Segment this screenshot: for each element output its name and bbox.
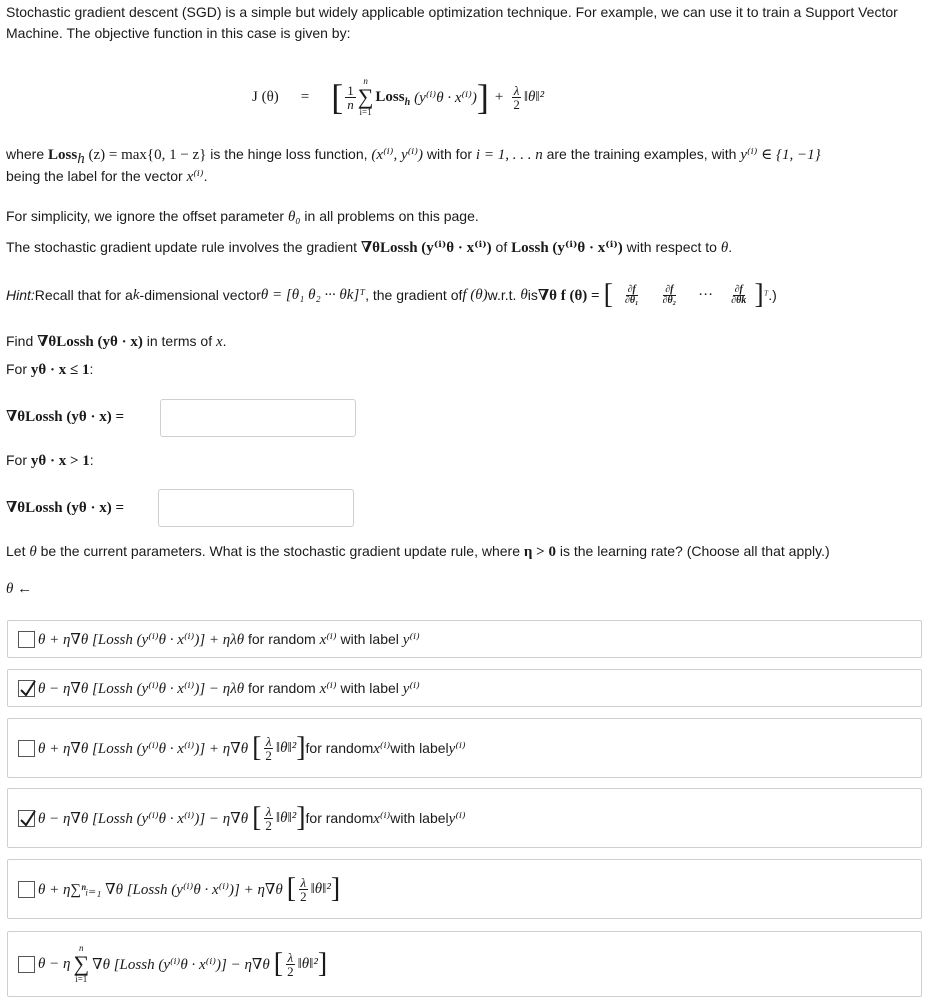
objective-equation	[252, 72, 544, 122]
case-2-condition: For yθ · x > 1:	[6, 452, 94, 469]
option-5[interactable]: θ + η∑ⁿᵢ₌₁ ∇θ [Lossh (y⁽ⁱ⁾θ · x⁽ⁱ⁾)] + η∇θ [ $\frac{\lambda}{2}$ ‖θ‖² ]	[7, 859, 922, 919]
simplicity-note: For simplicity, we ignore the offset parameter θ₀ in all problems on this page.	[6, 208, 479, 225]
option-5-checkbox[interactable]	[18, 881, 35, 898]
intro-paragraph	[6, 2, 915, 44]
option-4-checkbox[interactable]	[18, 810, 35, 827]
hint-label: Hint:	[6, 287, 35, 303]
plus-sign: +	[494, 88, 504, 105]
hinge-loss-definition: where Loss$_h$ (z) = max{0, 1 − z} is the hinge loss function, (x⁽ⁱ⁾, y⁽ⁱ⁾) with for i = 1, . . . n are the training examples, with y⁽ⁱ⁾ ∈ {1, −1} being the label for the vector x⁽ⁱ⁾.	[6, 146, 821, 185]
lambda-over-2: $\frac{\lambda}{2}$	[513, 82, 520, 112]
update-rule-question: Let θ be the current parameters. What is the stochastic gradient update rule, where η > 0 is the learning rate? (Choose all that apply.)	[6, 543, 830, 560]
left-bracket: [	[331, 77, 344, 117]
option-6-checkbox[interactable]	[18, 956, 35, 973]
option-4[interactable]: θ − η∇θ [Lossh (y⁽ⁱ⁾θ · x⁽ⁱ⁾)] − η∇θ [ $\frac{\lambda}{2}$ ‖θ‖² ] for random x⁽ⁱ⁾ with label y⁽ⁱ⁾	[7, 788, 922, 848]
option-2[interactable]: θ − η∇θ [Lossh (y⁽ⁱ⁾θ · x⁽ⁱ⁾)] − ηλθ for random x⁽ⁱ⁾ with label y⁽ⁱ⁾	[7, 669, 922, 707]
right-bracket: ]	[476, 77, 489, 117]
find-gradient-prompt: Find ∇θLossh (yθ · x) in terms of x.	[6, 333, 227, 350]
one-over-n: $\frac{1}{n}$	[347, 82, 354, 112]
answer-2-label: ∇θLossh (yθ · x) =	[6, 500, 125, 516]
loss-arg: (y⁽ⁱ⁾θ · x⁽ⁱ⁾)	[414, 89, 477, 106]
check-icon	[18, 808, 38, 830]
intro-line-1: Stochastic gradient descent (SGD) is a simple but widely applicable optimization technique. For example, we can use it to train a Support Vector	[6, 4, 898, 20]
update-rule-sentence: The stochastic gradient update rule involves the gradient ∇θLossh (y⁽ⁱ⁾θ · x⁽ⁱ⁾) of Lossh (y⁽ⁱ⁾θ · x⁽ⁱ⁾) with respect to θ.	[6, 239, 733, 256]
check-icon	[18, 678, 38, 700]
answer-1-label: ∇θLossh (yθ · x) =	[6, 409, 125, 425]
option-2-checkbox[interactable]	[18, 680, 35, 697]
case-1-condition: For yθ · x ≤ 1:	[6, 361, 94, 378]
loss-term: Loss$_h$	[375, 88, 411, 108]
answer-2-input[interactable]	[158, 489, 354, 527]
summation: n ∑ i=1	[357, 76, 374, 117]
option-1-checkbox[interactable]	[18, 631, 35, 648]
theta-assign: θ ←	[6, 581, 33, 597]
intro-line-2: Machine. The objective function in this case is given by:	[6, 25, 351, 41]
objective-equals: =	[300, 88, 310, 105]
option-6[interactable]: θ − η n ∑ i=1 ∇θ [Lossh (y⁽ⁱ⁾θ · x⁽ⁱ⁾)] − η∇θ [ $\frac{\lambda}{2}$ ‖θ‖² ]	[7, 931, 922, 997]
hint-line: Hint: Recall that for a k -dimensional vector θ = [θ₁ θ₂ ··· θk]ᵀ , the gradient of f (θ) w.r.t. θ is ∇θ f (θ) = [ $\frac{\partial f}{\text{∂θ₁}}$ $\frac{\partial f}{\text{∂θ₂}}$ ··· $\frac{\partial f}{\partial\theta k}$ ] ᵀ .)	[6, 279, 777, 310]
option-1[interactable]: θ + η∇θ [Lossh (y⁽ⁱ⁾θ · x⁽ⁱ⁾)] + ηλθ for random x⁽ⁱ⁾ with label y⁽ⁱ⁾	[7, 620, 922, 658]
option-3-checkbox[interactable]	[18, 740, 35, 757]
theta-norm: ‖θ‖²	[523, 88, 545, 105]
answer-1-input[interactable]	[160, 399, 356, 437]
option-3[interactable]: θ + η∇θ [Lossh (y⁽ⁱ⁾θ · x⁽ⁱ⁾)] + η∇θ [ $\frac{\lambda}{2}$ ‖θ‖² ] for random x⁽ⁱ⁾ with label y⁽ⁱ⁾	[7, 718, 922, 778]
objective-lhs: J (θ)	[252, 88, 279, 105]
